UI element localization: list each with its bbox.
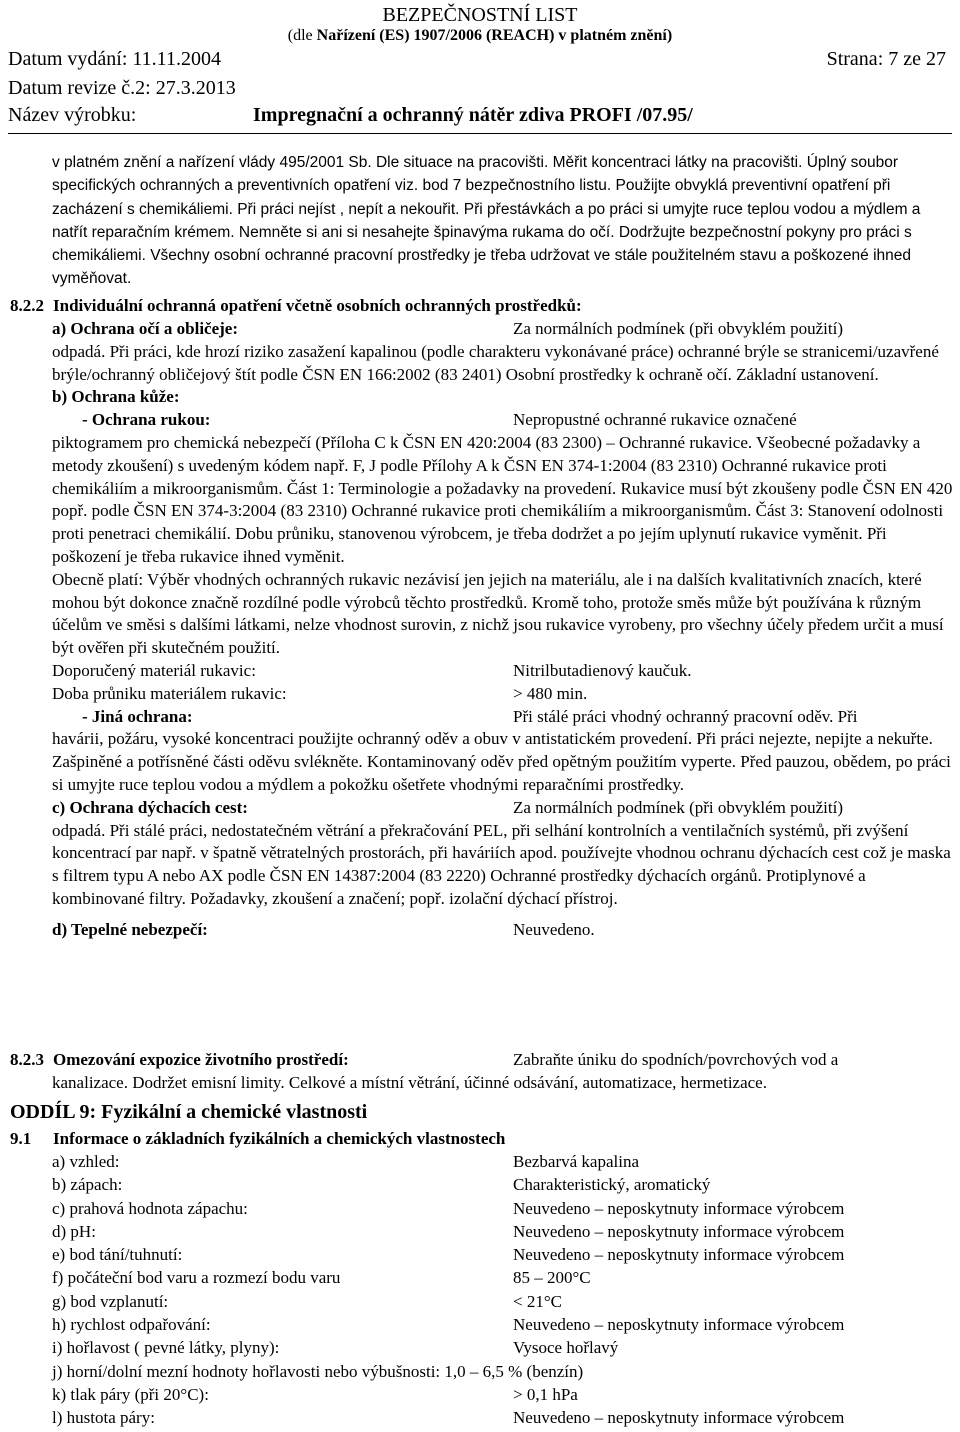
property-row <box>52 1362 957 1385</box>
property-row <box>52 1268 957 1291</box>
general-text: Obecně platí: Výběr vhodných ochranných rukavic nezávisí jen jejich na materiálu, ale i na dalších kvalitativních znacích, které mohou být dokonce značně rozdílné podle výrobců těchto prostředků. Kromě toho, protože směs může být používána k různým účelům ve směsi s dalšími látkami, nelze vhodnost surovin, z nichž jsou rukavice vyrobeny, pro všechny účely předem určit a musí být ověřen při skutečném použití. <box>52 569 944 658</box>
skin-row <box>52 386 957 409</box>
property-label: f) počáteční bod varu a rozmezí bodu varu <box>52 1268 341 1288</box>
property-row <box>52 1385 957 1408</box>
property-label: j) horní/dolní mezní hodnoty hořlavosti nebo výbušnosti: 1,0 – 6,5 % (benzín) <box>52 1361 584 1381</box>
hands-label: - Ochrana rukou: <box>82 410 211 430</box>
header-row-product <box>8 104 952 126</box>
section-number: 8.2.3 <box>10 1050 44 1069</box>
subtitle-regulation: Nařízení (ES) 1907/2006 (REACH) <box>316 27 555 44</box>
property-value: Neuvedeno – neposkytnuty informace výrobcem <box>513 1221 845 1241</box>
revision-date: Datum revize č.2: 27.3.2013 <box>8 77 236 99</box>
property-label: h) rychlost odpařování: <box>52 1315 211 1335</box>
section-title: Omezování expozice životního prostředí: <box>53 1050 349 1069</box>
property-value: > 0,1 hPa <box>513 1384 578 1404</box>
property-row <box>52 1152 957 1175</box>
hands-value: Nepropustné ochranné rukavice označené <box>513 410 797 430</box>
property-label: a) vzhled: <box>52 1152 120 1171</box>
respiratory-value: Za normálních podmínek (při obvyklém použití) <box>513 797 844 817</box>
subtitle-prefix: (dle <box>287 27 317 44</box>
skin-label: b) Ochrana kůže: <box>52 387 180 407</box>
property-label: l) hustota páry: <box>52 1408 155 1428</box>
breakthrough-label: Doba průniku materiálem rukavic: <box>52 683 287 703</box>
property-label: i) hořlavost ( pevné látky, plyny): <box>52 1338 280 1358</box>
subtitle-suffix: v platném znění) <box>554 27 673 44</box>
page-number: Strana: 7 ze 27 <box>826 48 946 70</box>
property-value: Charakteristický, aromatický <box>513 1175 711 1195</box>
header-divider <box>8 133 952 134</box>
thermal-row <box>52 919 957 942</box>
hands-text: piktogramem pro chemická nebezpečí (Příloha C k ČSN EN 420:2004 (83 2300) – Ochranné rukavice. Všeobecné požadavky a metody zkoušení) s uvedeným kódem např. F, J podle Přílohy A k ČSN EN 374-1:2004 (83 2310) Ochranné rukavice proti chemikáliím a mikroorganismům. Část 1: Terminologie a požadavky na provedení. Rukavice musí být zkoušeny podle ČSN EN 420 popř. podle ČSN EN 374-3:2004 (83 2310) Ochranné rukavice proti chemikáliím a mikroorganismům. Část 3: Stanovení odolnosti proti penetraci chemikálií. Dobu průniku, stanovenou výrobcem, je třeba dodržet a po jejím uplynutí rukavice vyměnit. Při poškození je třeba rukavice ihned vyměnit. <box>52 432 953 566</box>
other-protection-value: Při stálé práci vhodný ochranný pracovní oděv. Při <box>513 706 858 726</box>
other-protection-label: - Jiná ochrana: <box>82 706 193 726</box>
property-row <box>52 1315 957 1338</box>
property-row <box>52 1408 957 1431</box>
property-label: d) pH: <box>52 1221 96 1241</box>
thermal-label: d) Tepelné nebezpečí: <box>52 919 208 939</box>
property-value: Bezbarvá kapalina <box>513 1152 640 1171</box>
environment-value: Zabraňte úniku do spodních/povrchových vod a <box>513 1050 839 1069</box>
property-value: Neuvedeno – neposkytnuty informace výrobcem <box>513 1198 845 1218</box>
property-value: Neuvedeno – neposkytnuty informace výrobcem <box>513 1408 845 1428</box>
eyes-text: odpadá. Při práci, kde hrozí riziko zasažení kapalinou (podle charakteru vykonávané práce) ochranné brýle se stranicemi/uzavřené brýle/ochranný obličejový štít podle ČSN EN 166:2002 (83 2401) Osobní prostředky k ochraně očí. Základní ustanovení. <box>52 341 939 384</box>
section-9-1-heading <box>10 1128 506 1150</box>
property-row <box>52 1292 957 1315</box>
property-row <box>52 1199 957 1222</box>
respiratory-text: odpadá. Při stálé práci, nedostatečném větrání a překračování PEL, při selhání kontrolních a ventilačních systémů, při zvýšení koncentrací par např. v špatně větratelných prostorách, při haváriích apod. používejte vhodnou ochranu dýchacích cest což je maska s filtrem typu A nebo AX podle ČSN EN 14387:2004 (83 2220) Ochranné prostředky dýchacích orgánů. Protiplynové a kombinované filtry. Požadavky, zkoušení a značení; popř. izolační dýchací přístroj. <box>52 820 951 908</box>
respiratory-row <box>52 797 957 820</box>
property-value: Neuvedeno – neposkytnuty informace výrobcem <box>513 1315 845 1335</box>
section-9-title: ODDÍL 9: Fyzikální a chemické vlastnosti <box>10 1101 368 1123</box>
properties-list <box>52 1152 957 1432</box>
section-8-2-3-value <box>513 1049 953 1072</box>
section-8-2-3-heading <box>10 1049 349 1071</box>
eyes-row <box>52 318 957 341</box>
section-title: Informace o základních fyzikálních a chemických vlastnostech <box>53 1129 506 1148</box>
property-value: Vysoce hořlavý <box>513 1338 619 1358</box>
property-value: < 21°C <box>513 1291 562 1311</box>
section-8-2-2-body <box>52 318 957 942</box>
header-row-revision <box>8 77 952 99</box>
property-row <box>52 1245 957 1268</box>
product-name: Impregnační a ochranný nátěr zdiva PROFI /07.95/ <box>253 104 693 126</box>
breakthrough-row <box>52 683 957 706</box>
property-value: Neuvedeno – neposkytnuty informace výrobcem <box>513 1245 845 1265</box>
eyes-value: Za normálních podmínek (při obvyklém použití) <box>513 319 844 338</box>
property-row <box>52 1222 957 1245</box>
property-label: k) tlak páry (při 20°C): <box>52 1384 209 1404</box>
thermal-value: Neuvedeno. <box>513 919 595 939</box>
breakthrough-value: > 480 min. <box>513 683 588 703</box>
intro-paragraph: v platném znění a nařízení vlády 495/2001 Sb. Dle situace na pracovišti. Měřit koncentraci látky na pracovišti. Úplný soubor specifických ochranných a preventivních opatření viz. bod 7 bezpečnostního listu. Použijte obvyklá preventivní opatření při zacházení s chemikáliemi. Při práci nejíst , nepít a nekouřit. Při přestávkách a po práci si umyjte ruce teplou vodou a mýdlem a natřít reparačním krémem. Nemněte si ani si nesahejte špinavýma rukama do očí. Dodržujte bezpečnostní pokyny pro práci s chemikáliemi. Všechny osobní ochranné pracovní prostředky je třeba udržovat ve stále použitelném stavu a poškozené ihned vyměňovat. <box>52 154 921 288</box>
section-8-2-2-heading <box>10 295 582 317</box>
header-row-issue <box>8 48 952 70</box>
document-subtitle <box>0 27 960 45</box>
section-8-2-3-text <box>52 1072 957 1095</box>
glove-material-row <box>52 660 957 683</box>
property-label: e) bod tání/tuhnutí: <box>52 1245 183 1265</box>
property-label: b) zápach: <box>52 1175 123 1195</box>
other-protection-text: havárii, požáru, vysoké koncentraci použijte ochranný oděv a obuv v antistatickém provedení. Při práci nejezte, nepijte a nekuřte. Zašpiněné a potřísněné části oděvu svlékněte. Kontaminovaný oděv před opětným použitím vyperte. Před pauzou, obědem, po práci si umyjte ruce teplou vodou a mýdlem a pokožku ošetřete vhodnými reparačními prostředky. <box>52 729 951 794</box>
issue-date: Datum vydání: 11.11.2004 <box>8 48 221 70</box>
document-title: BEZPEČNOSTNÍ LIST <box>382 4 578 26</box>
property-value: 85 – 200°C <box>513 1268 591 1288</box>
property-row <box>52 1338 957 1361</box>
property-label: c) prahová hodnota zápachu: <box>52 1198 248 1218</box>
product-label: Název výrobku: <box>8 104 137 126</box>
glove-material-label: Doporučený materiál rukavic: <box>52 660 256 680</box>
property-label: g) bod vzplanutí: <box>52 1291 169 1311</box>
other-protection-row <box>52 706 957 729</box>
respiratory-label: c) Ochrana dýchacích cest: <box>52 797 248 817</box>
property-row <box>52 1175 957 1198</box>
glove-material-value: Nitrilbutadienový kaučuk. <box>513 660 692 680</box>
section-number: 8.2.2 <box>10 296 44 315</box>
section-number: 9.1 <box>10 1129 32 1148</box>
section-title: Individuální ochranná opatření včetně osobních ochranných prostředků: <box>53 296 582 315</box>
eyes-label: a) Ochrana očí a obličeje: <box>52 319 239 338</box>
hands-row <box>52 409 957 432</box>
environment-text: kanalizace. Dodržet emisní limity. Celkové a místní větrání, účinné odsávání, automatizace, hermetizace. <box>52 1073 767 1092</box>
